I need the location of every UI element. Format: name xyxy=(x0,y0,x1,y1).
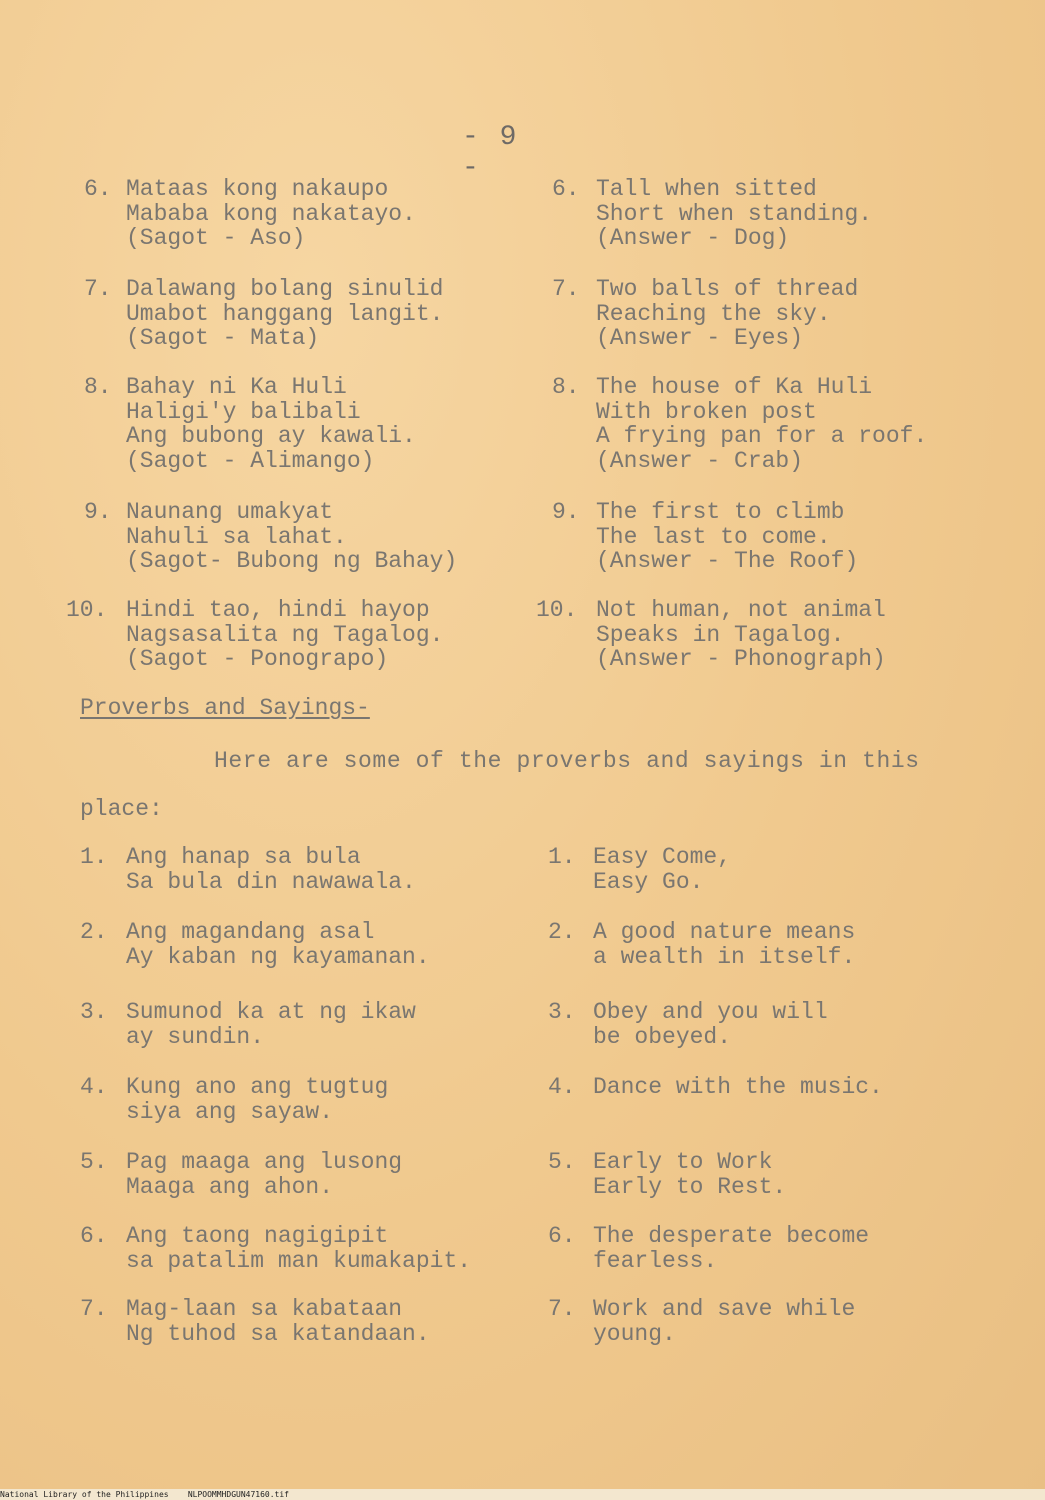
proverb-tagalog xyxy=(126,1150,402,1199)
proverbs-heading: Proverbs and Sayings- xyxy=(80,695,370,721)
text-line: Speaks in Tagalog. xyxy=(596,621,845,648)
riddle-tagalog xyxy=(126,375,416,473)
text-line: Not human, not animal xyxy=(596,597,886,623)
riddle-number-english: 6. xyxy=(552,176,580,202)
text-line: sa patalim man kumakapit. xyxy=(126,1247,472,1274)
text-line: be obeyed. xyxy=(593,1023,732,1050)
text-line: (Answer - Phonograph) xyxy=(596,646,886,672)
text-line: Sumunod ka at ng ikaw xyxy=(126,999,416,1025)
text-line: Ang taong nagigipit xyxy=(126,1223,389,1249)
riddle-tagalog xyxy=(126,277,443,351)
proverb-tagalog xyxy=(126,920,430,969)
riddle-tagalog xyxy=(126,177,416,251)
text-line: (Sagot - Aso) xyxy=(126,225,306,251)
text-line: (Answer - The Roof) xyxy=(596,548,859,574)
text-line: A frying pan for a roof. xyxy=(596,423,928,449)
text-line: Pag maaga ang lusong xyxy=(126,1149,403,1175)
text-line: The house of Ka Huli xyxy=(596,374,873,400)
proverb-tagalog xyxy=(126,1297,430,1346)
riddle-number-english: 9. xyxy=(552,499,580,525)
text-line: siya ang sayaw. xyxy=(126,1098,334,1125)
text-line: Tall when sitted xyxy=(596,176,817,202)
text-line: Mataas kong nakaupo xyxy=(126,176,389,202)
proverb-number-tagalog: 6. xyxy=(80,1223,108,1249)
proverb-number-english: 4. xyxy=(548,1074,576,1100)
text-line: Haligi'y balibali xyxy=(126,398,361,425)
text-line: With broken post xyxy=(596,398,817,425)
text-line: Ay kaban ng kayamanan. xyxy=(126,943,430,970)
scan-footer xyxy=(0,1489,1045,1500)
proverb-number-english: 7. xyxy=(548,1296,576,1322)
proverb-tagalog xyxy=(126,1075,388,1124)
proverb-number-tagalog: 1. xyxy=(80,844,108,870)
riddle-number-tagalog: 7. xyxy=(84,276,112,302)
text-line: Naunang umakyat xyxy=(126,499,334,525)
proverb-number-english: 1. xyxy=(548,844,576,870)
text-line: Nahuli sa lahat. xyxy=(126,523,347,550)
text-line: a wealth in itself. xyxy=(593,943,856,970)
footer-library: National Library of the Philippines xyxy=(0,1490,169,1499)
proverb-english xyxy=(593,920,855,969)
proverb-tagalog xyxy=(126,845,416,894)
text-line: Ang magandang asal xyxy=(126,919,375,945)
riddle-english xyxy=(596,277,858,351)
riddle-tagalog xyxy=(126,598,443,672)
text-line: Hindi tao, hindi hayop xyxy=(126,597,430,623)
text-line: (Sagot- Bubong ng Bahay) xyxy=(126,548,458,574)
text-line: Mababa kong nakatayo. xyxy=(126,200,416,227)
text-line: Ang bubong ay kawali. xyxy=(126,423,416,449)
page-number: - 9 - xyxy=(462,122,519,184)
text-line: Easy Go. xyxy=(593,868,704,895)
text-line: Early to Work xyxy=(593,1149,773,1175)
text-line: Obey and you will xyxy=(593,999,828,1025)
riddle-number-tagalog: 9. xyxy=(84,499,112,525)
proverb-number-tagalog: 4. xyxy=(80,1074,108,1100)
proverb-number-english: 3. xyxy=(548,999,576,1025)
text-line: Mag-laan sa kabataan xyxy=(126,1296,403,1322)
riddle-english xyxy=(596,375,927,473)
text-line: Kung ano ang tugtug xyxy=(126,1074,389,1100)
proverb-number-tagalog: 7. xyxy=(80,1296,108,1322)
proverb-number-english: 5. xyxy=(548,1149,576,1175)
text-line: The first to climb xyxy=(596,499,845,525)
proverb-english xyxy=(593,1224,869,1273)
riddle-number-english: 8. xyxy=(552,374,580,400)
text-line: (Sagot - Alimango) xyxy=(126,447,375,474)
text-line: Easy Come, xyxy=(593,844,732,870)
text-line: young. xyxy=(593,1320,676,1347)
riddle-number-english: 10. xyxy=(536,597,578,623)
text-line: (Sagot - Mata) xyxy=(126,325,320,351)
footer-file: NLPOOMMHDGUN47160.tif xyxy=(187,1490,289,1499)
riddle-tagalog xyxy=(126,500,457,574)
text-line: The last to come. xyxy=(596,523,831,550)
text-line: Early to Rest. xyxy=(593,1173,787,1200)
text-line: Maaga ang ahon. xyxy=(126,1173,334,1200)
proverb-english xyxy=(593,845,731,894)
text-line: Work and save while xyxy=(593,1296,856,1322)
text-line: fearless. xyxy=(593,1247,718,1274)
text-line: Dalawang bolang sinulid xyxy=(126,276,444,302)
proverb-number-tagalog: 2. xyxy=(80,919,108,945)
proverbs-intro-line-2: place: xyxy=(80,796,163,822)
riddle-number-tagalog: 10. xyxy=(66,597,108,623)
text-line: (Answer - Crab) xyxy=(596,447,804,474)
proverb-number-english: 6. xyxy=(548,1223,576,1249)
riddle-english xyxy=(596,598,886,672)
text-line: Reaching the sky. xyxy=(596,300,831,327)
riddle-number-english: 7. xyxy=(552,276,580,302)
text-line: Dance with the music. xyxy=(593,1074,883,1100)
text-line: Short when standing. xyxy=(596,200,873,227)
text-line: (Answer - Dog) xyxy=(596,225,790,251)
riddle-english xyxy=(596,177,872,251)
text-line: (Sagot - Ponograpo) xyxy=(126,646,389,672)
text-line: Nagsasalita ng Tagalog. xyxy=(126,621,444,648)
text-line: Sa bula din nawawala. xyxy=(126,868,416,895)
proverb-english xyxy=(593,1000,828,1049)
proverb-number-tagalog: 3. xyxy=(80,999,108,1025)
text-line: Bahay ni Ka Huli xyxy=(126,374,347,400)
proverb-tagalog xyxy=(126,1000,416,1049)
riddle-number-tagalog: 8. xyxy=(84,374,112,400)
text-line: Ng tuhod sa katandaan. xyxy=(126,1320,430,1347)
proverb-english xyxy=(593,1150,786,1199)
riddle-number-tagalog: 6. xyxy=(84,176,112,202)
text-line: Ang hanap sa bula xyxy=(126,844,361,870)
riddle-english xyxy=(596,500,858,574)
text-line: A good nature means xyxy=(593,919,856,945)
text-line: Two balls of thread xyxy=(596,276,859,302)
text-line: ay sundin. xyxy=(126,1023,265,1050)
text-line: (Answer - Eyes) xyxy=(596,325,804,351)
proverb-tagalog xyxy=(126,1224,471,1273)
proverb-number-english: 2. xyxy=(548,919,576,945)
text-line: The desperate become xyxy=(593,1223,870,1249)
proverb-number-tagalog: 5. xyxy=(80,1149,108,1175)
proverbs-intro-line-1: Here are some of the proverbs and sayings in this xyxy=(214,748,920,774)
proverb-english xyxy=(593,1297,855,1346)
proverb-english xyxy=(593,1075,883,1100)
text-line: Umabot hanggang langit. xyxy=(126,300,444,327)
